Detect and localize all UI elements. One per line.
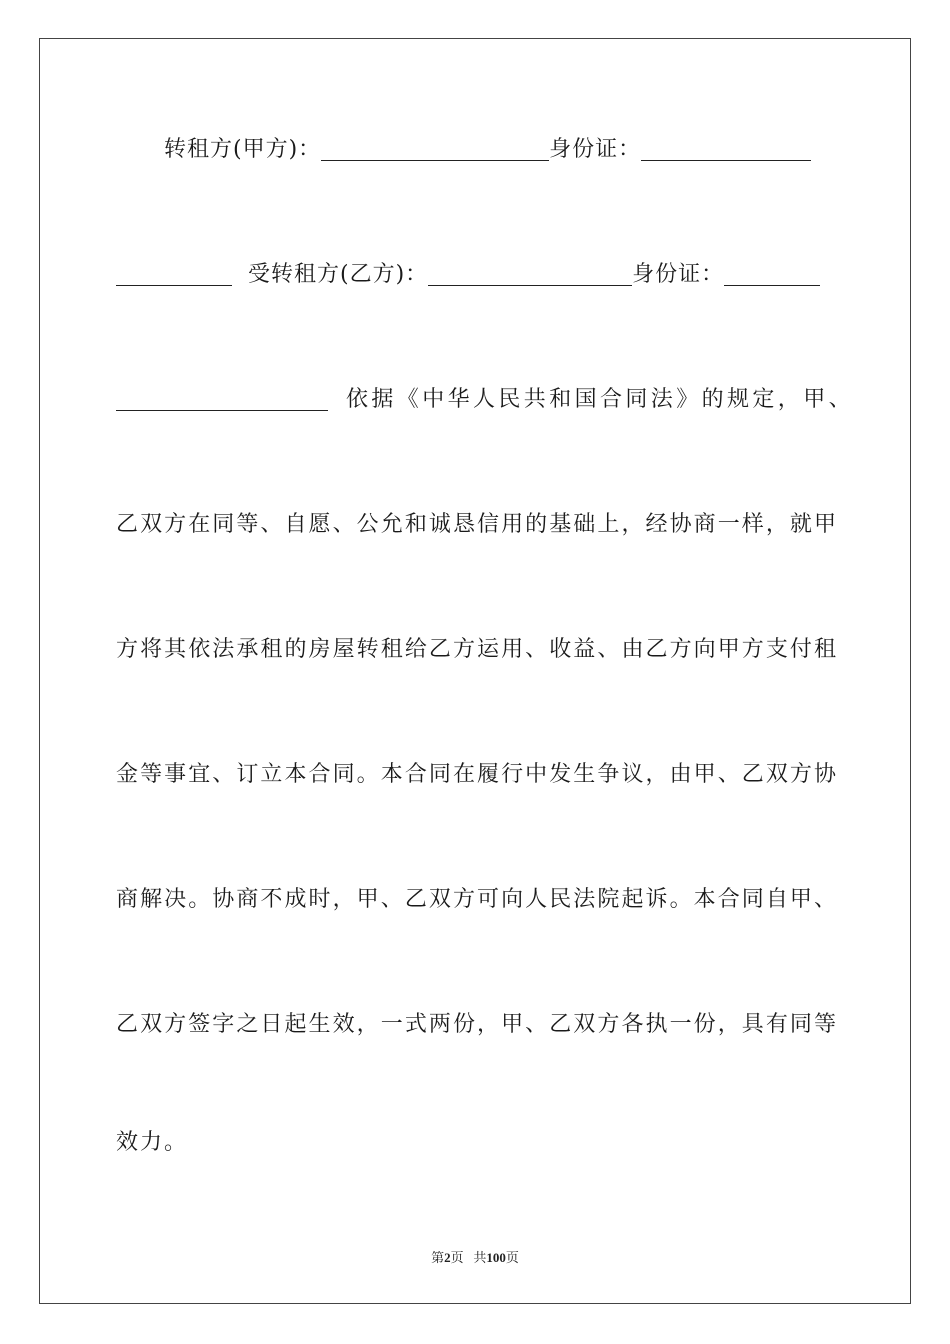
body-line: 乙双方在同等、自愿、公允和诚恳信用的基础上，经协商一样，就甲 (116, 512, 836, 537)
footer-total-prefix: 共 (473, 1250, 487, 1265)
body-line: 乙双方签字之日起生效，一式两份，甲、乙双方各执一份，具有同等 (116, 1012, 836, 1037)
party-a-id-blank[interactable] (641, 138, 811, 161)
basis-line (116, 385, 855, 415)
page-footer (0, 1247, 950, 1266)
party-a-name-blank[interactable] (321, 138, 549, 161)
party-b-id-blank[interactable] (724, 263, 820, 286)
party-b-name-blank[interactable] (428, 263, 632, 286)
party-a-id-label: 身份证： (549, 137, 642, 162)
footer-total-suffix: 页 (505, 1250, 519, 1265)
footer-prefix: 第 (431, 1250, 445, 1265)
party-a-label: 转租方(甲方)： (164, 137, 322, 162)
body-line: 商解决。协商不成时，甲、乙双方可向人民法院起诉。本合同自甲、 (116, 887, 836, 912)
party-b-label: 受转租方(乙方)： (248, 262, 429, 287)
body-line-last: 效力。 (116, 1130, 189, 1155)
footer-page-number: 2 (444, 1250, 451, 1265)
party-b-id-label: 身份证： (632, 262, 725, 287)
page-frame (39, 38, 911, 1304)
party-a-id-blank-continued[interactable] (116, 263, 232, 286)
party-a-line (116, 135, 836, 165)
party-b-id-blank-continued[interactable] (116, 388, 328, 411)
body-line: 方将其依法承租的房屋转租给乙方运用、收益、由乙方向甲方支付租 (116, 637, 836, 662)
party-b-line (116, 260, 836, 290)
footer-page-suffix: 页 (450, 1250, 464, 1265)
footer-total-pages: 100 (486, 1250, 506, 1265)
body-line: 金等事宜、订立本合同。本合同在履行中发生争议，由甲、乙双方协 (116, 762, 836, 787)
basis-text: 依据《中华人民共和国合同法》的规定，甲、 (346, 387, 855, 412)
